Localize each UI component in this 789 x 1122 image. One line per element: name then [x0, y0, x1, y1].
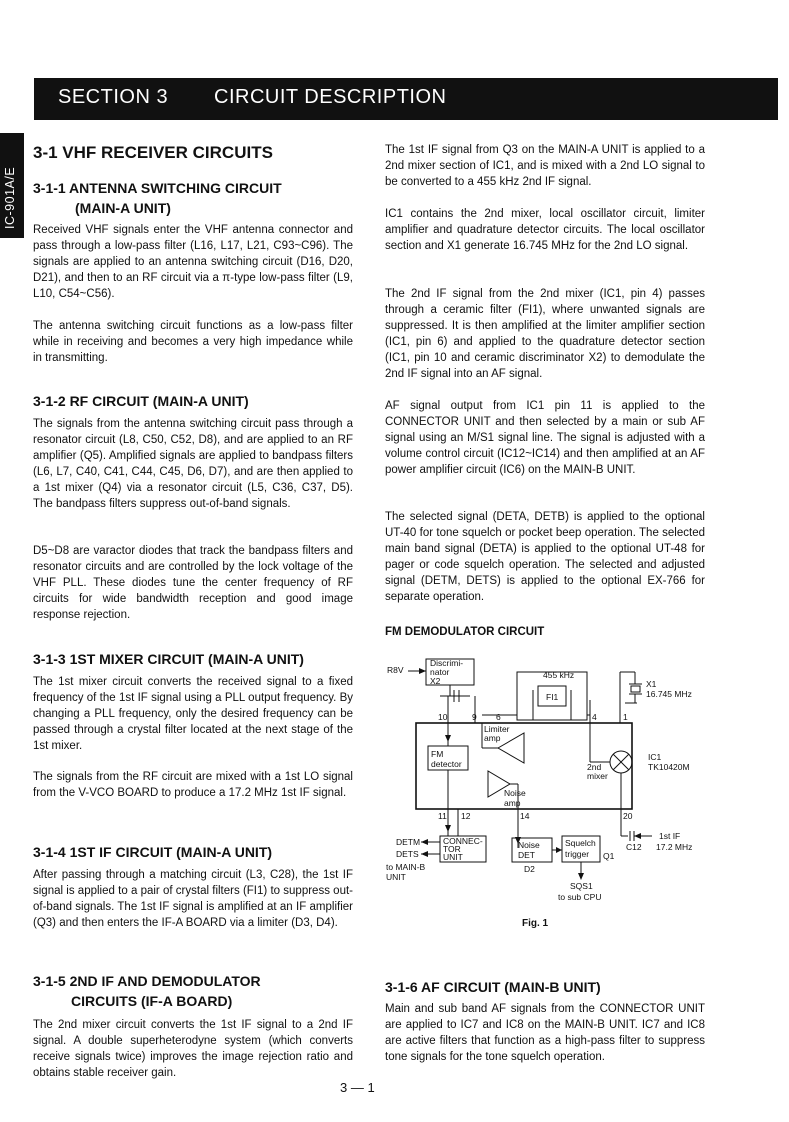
noise-amp-label-2: amp	[504, 798, 521, 808]
para-right-1: The 1st IF signal from Q3 on the MAIN-A UNIT is applied to a 2nd mixer section of IC1, and is mixed with a 2nd LO signal to be converted to a 455 kHz 2nd IF signal.	[385, 144, 705, 188]
para-right-2: IC1 contains the 2nd mixer, local oscillator circuit, limiter amplifier and quadrature detector circuits. The local oscillator section and X1 generate 16.745 MHz for the 2nd LO signal.	[385, 208, 705, 252]
limiter-amp-triangle	[498, 733, 524, 763]
pin12-label: 12	[461, 811, 471, 821]
to-mainb-label-1: to MAIN-B	[386, 862, 426, 872]
if1-label-1: 1st IF	[659, 831, 681, 841]
heading-3-1-5	[33, 971, 353, 1011]
mixer-label-2: mixer	[587, 771, 608, 781]
r8v-label: R8V	[387, 665, 404, 675]
section-title: CIRCUIT DESCRIPTION	[214, 86, 447, 108]
if1-label-2: 17.2 MHz	[656, 842, 693, 852]
mixer-label-1: 2nd	[587, 762, 602, 772]
pin4-label: 4	[592, 712, 597, 722]
heading-3-1-5-line1: 3-1-5 2ND IF AND DEMODULATOR	[33, 973, 261, 989]
model-label: IC-901A/E	[3, 166, 17, 229]
x1-freq-label: 16.745 MHz	[646, 689, 692, 699]
detm-label: DETM	[396, 837, 421, 847]
noise-det-label-1: Noise	[518, 840, 540, 850]
squelch-label-2: trigger	[565, 849, 590, 859]
pin14-label: 14	[520, 811, 530, 821]
fm-label-1: FM	[431, 749, 444, 759]
heading-3-1-6: 3-1-6 AF CIRCUIT (MAIN-B UNIT)	[385, 979, 601, 995]
sqs1-label: SQS1	[570, 881, 593, 891]
squelch-label-1: Squelch	[565, 838, 596, 848]
heading-3-1-4: 3-1-4 1ST IF CIRCUIT (MAIN-A UNIT)	[33, 844, 273, 860]
page-number: 3 — 1	[340, 1080, 375, 1095]
pin6-label: 6	[496, 712, 501, 722]
para-3-1-3-b: The signals from the RF circuit are mixed with a 1st LO signal from the V-VCO BOARD to produce a 17.2 MHz 1st IF signal.	[33, 771, 353, 799]
para-3-1-1-a: Received VHF signals enter the VHF antenna connector and pass through a low-pass filter (L16, L17, L21, C93~C96). The signals are applied to an antenna switching circuit (D16, D20, D21), and then to an RF circuit via a π-type low-pass filter (L9, L10, C54~C56).	[33, 224, 353, 300]
heading-vhf-receiver: 3-1 VHF RECEIVER CIRCUITS	[33, 143, 273, 162]
noise-det-label-2: DET	[518, 850, 535, 860]
fi1-label: FI1	[546, 692, 559, 702]
ic1-label: IC1	[648, 752, 662, 762]
fm-demodulator-diagram	[384, 650, 724, 912]
para-3-1-6-a: Main and sub band AF signals from the CONNECTOR UNIT are applied to IC7 and IC8 on the MAIN-B UNIT. IC7 and IC8 are active filters that function as a high-pass filter to suppress tone signals for the tone squelch operation.	[385, 1003, 705, 1063]
para-3-1-2-a: The signals from the antenna switching circuit pass through a resonator circuit (L8, C50, C52, D8), and are applied to an RF amplifier (Q5). Amplified signals are applied to bandpass filters (L6, L7, C40, C41, C44, C45, D6, D7), and are then applied to a 1st mixer (Q4) via a resonator circuit (L5, C36, C37, D5). The bandpass filters suppress out-of-band signals.	[33, 418, 353, 510]
pin11-label: 11	[438, 811, 447, 821]
heading-3-1-1	[33, 178, 353, 218]
para-right-4: AF signal output from IC1 pin 11 is applied to the CONNECTOR UNIT and then selected by a main or sub AF signal using an M/S1 signal line. The signal is adjusted with a volume control circuit (IC12~IC14) and then amplified at an AF power amplifier circuit (IC6) on the MAIN-B UNIT.	[385, 400, 705, 476]
dets-label: DETS	[396, 849, 419, 859]
heading-3-1-1-line2: (MAIN-A UNIT)	[75, 200, 171, 216]
section-number: SECTION 3	[58, 86, 169, 108]
q1-label: Q1	[603, 851, 615, 861]
para-3-1-2-b: D5~D8 are varactor diodes that track the bandpass filters and resonator circuits and are controlled by the lock voltage of the VHF PLL. These diodes tune the center frequency of RF circuits for wide bandwidth reception and good image response rejection.	[33, 545, 353, 621]
para-3-1-3-a: The 1st mixer circuit converts the received signal to a fixed frequency of the 1st IF signal using a PLL output frequency. By changing a PLL frequency, only the desired frequency can be passed through a crystal filter located at the next stage of the 1st mixer.	[33, 676, 353, 752]
figure-title: FM DEMODULATOR CIRCUIT	[385, 626, 545, 638]
para-right-3: The 2nd IF signal from the 2nd mixer (IC1, pin 4) passes through a ceramic filter (FI1), where unwanted signals are suppressed. It is then amplified at the limiter amplifier section (IC1, pin 6) and applied to the quadrature detector section (IC1, pin 10 and ceramic discriminator X2) to demodulate the 2nd IF signal into an AF signal.	[385, 288, 705, 380]
pin10-label: 10	[438, 712, 448, 722]
noise-amp-label-1: Noise	[504, 788, 526, 798]
pin20-label: 20	[623, 811, 633, 821]
c12-label: C12	[626, 842, 642, 852]
heading-3-1-5-line2: CIRCUITS (IF-A BOARD)	[71, 993, 233, 1009]
conn-label-3: UNIT	[443, 852, 463, 862]
heading-3-1-3: 3-1-3 1ST MIXER CIRCUIT (MAIN-A UNIT)	[33, 651, 304, 667]
heading-3-1-2: 3-1-2 RF CIRCUIT (MAIN-A UNIT)	[33, 393, 249, 409]
section-banner	[34, 78, 778, 120]
discrim-label-3: X2	[430, 676, 441, 686]
para-3-1-1-b: The antenna switching circuit functions as a low-pass filter while in receiving and becomes a very high impedance while in transmitting.	[33, 320, 353, 364]
discrim-label-1: Discrimi-	[430, 658, 464, 668]
model-side-tab	[0, 133, 24, 238]
ic1-part-label: TK10420M	[648, 762, 690, 772]
discrim-label-2: nator	[430, 667, 450, 677]
para-3-1-4-a: After passing through a matching circuit (L3, C28), the 1st IF signal is applied to a pair of crystal filters (FI1) to suppress out-of-band signals. The 1st IF signal is amplified at an IF amplifier (Q3) and then enters the IF-A BOARD via a limiter (D3, D4).	[33, 869, 353, 929]
x1-label: X1	[646, 679, 657, 689]
limiter-label-1: Limiter	[484, 724, 510, 734]
pin1-label: 1	[623, 712, 628, 722]
para-right-5: The selected signal (DETA, DETB) is applied to the optional UT-40 for tone squelch or pocket beep operation. The selected main band signal (DETA) is applied to the optional UT-48 for pager or code squelch operation. The selected and adjusted signal (DETM, DETS) is applied to the optional EX-766 for separate operation.	[385, 511, 705, 603]
figure-caption: Fig. 1	[522, 918, 549, 929]
to-mainb-label-2: UNIT	[386, 872, 406, 882]
limiter-label-2: amp	[484, 733, 501, 743]
conn-label-1: CONNEC-	[443, 836, 483, 846]
heading-3-1-1-line1: 3-1-1 ANTENNA SWITCHING CIRCUIT	[33, 180, 282, 196]
pin9-label: 9	[472, 712, 477, 722]
para-3-1-5-a: The 2nd mixer circuit converts the 1st IF signal to a 2nd IF signal. A double superheterodyne system (which converts receive signals twice) improves the image rejection ratio and obtains stable receiver gain.	[33, 1019, 353, 1079]
conn-label-2: TOR	[443, 844, 461, 854]
fm-label-2: detector	[431, 759, 462, 769]
to-cpu-label: to sub CPU	[558, 892, 602, 902]
khz455-label: 455 kHz	[543, 670, 575, 680]
d2-label: D2	[524, 864, 535, 874]
